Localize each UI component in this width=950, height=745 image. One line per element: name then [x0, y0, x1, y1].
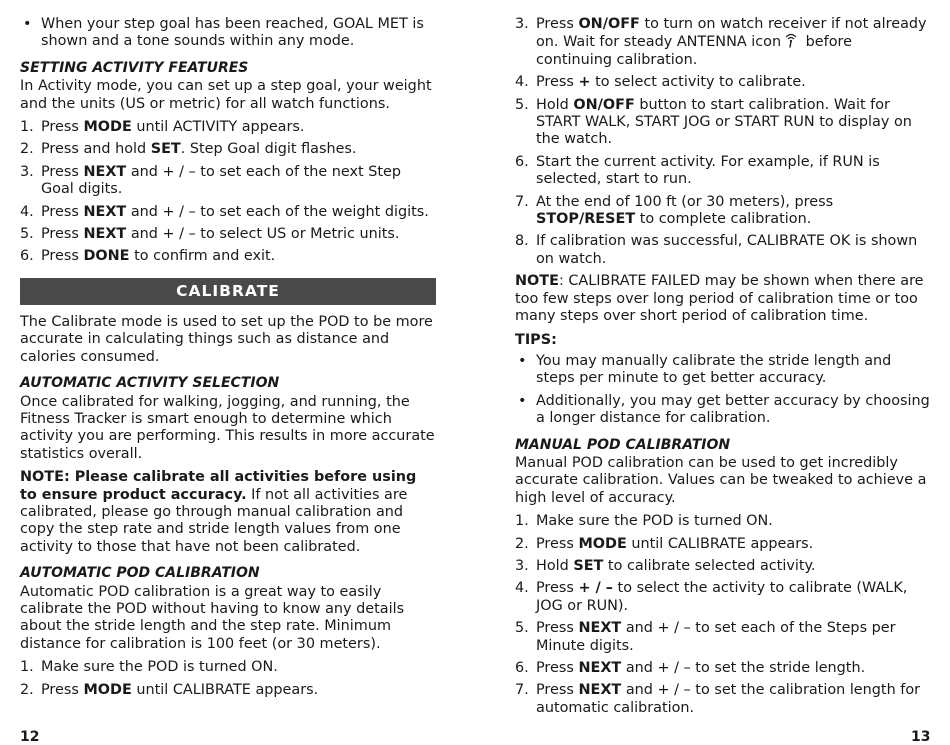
step-text: Press: [41, 248, 84, 265]
auto-pod-heading: AUTOMATIC POD CALIBRATION: [20, 565, 260, 582]
step-text: Press and hold: [41, 141, 151, 158]
step-text: Press: [536, 535, 579, 552]
list-item: [515, 194, 931, 229]
step-text: Press: [536, 74, 579, 91]
step-text: Press: [41, 119, 84, 136]
failed-note-paragraph: [515, 273, 931, 325]
step-key: SET: [150, 141, 181, 158]
step-text: Press: [41, 681, 84, 698]
step-text: to complete calibration.: [635, 211, 812, 228]
list-item: [20, 164, 436, 199]
page-number-right: 13: [911, 729, 931, 745]
note-text: : CALIBRATE FAILED may be shown when there are too few steps over long period of calibration time or too many steps over short period of calibration time.: [515, 273, 924, 325]
list-item: [20, 119, 436, 136]
step-text: Hold: [536, 557, 574, 574]
page-number-left: 12: [20, 729, 40, 745]
step-key: SET: [573, 557, 604, 574]
list-item: [515, 16, 931, 69]
step-number: 3.: [515, 16, 529, 32]
step-key: MODE: [578, 535, 627, 552]
step-number: 6.: [515, 660, 529, 676]
setting-activity-heading: SETTING ACTIVITY FEATURES: [20, 59, 249, 76]
step-text: until ACTIVITY appears.: [131, 119, 305, 136]
list-item: [515, 154, 931, 189]
step-text: before continuing calibration.: [536, 34, 852, 68]
step-number: 2.: [20, 681, 34, 698]
step-key: NEXT: [83, 163, 127, 180]
auto-pod-paragraph: Automatic POD calibration is a great way to easily calibrate the POD without having to know any details about the stride length and the step rate. Minimum distance for calibration is 100 feet (or 30 meters).: [20, 583, 405, 652]
calibrate-section-title: CALIBRATE: [20, 278, 436, 305]
step-text: and + / – to set the calibration length for automatic calibration.: [536, 682, 921, 716]
step-number: 7.: [515, 193, 529, 210]
step-text: and + / – to set each of the weight digits.: [126, 203, 429, 220]
step-number: 5.: [20, 226, 34, 243]
step-text: At the end of 100 ft (or 30 meters), press: [536, 193, 834, 210]
step-number: 8.: [515, 233, 529, 250]
step-number: 3.: [20, 163, 34, 180]
list-item: [515, 353, 931, 388]
list-item: [20, 248, 436, 265]
step-key: NEXT: [83, 226, 127, 243]
step-text: and + / – to select US or Metric units.: [126, 226, 400, 243]
note-label: NOTE: [20, 469, 64, 486]
list-item: [515, 74, 931, 91]
step-key: NEXT: [578, 620, 622, 637]
auto-activity-paragraph: Once calibrated for walking, jogging, and running, the Fitness Tracker is smart enough to determine which activity you are performing. This results in more accurate statistics overall.: [20, 393, 435, 462]
step-number: 3.: [515, 557, 529, 574]
step-text: button to start calibration. Wait for START WALK, START JOG or START RUN to display on the watch.: [536, 96, 912, 148]
manual-pod-steps: [515, 513, 931, 717]
antenna-icon: [784, 33, 798, 48]
step-text: and + / – to set each of the next Step Goal digits.: [41, 163, 402, 198]
step-number: 6.: [515, 153, 529, 170]
step-text: until CALIBRATE appears.: [131, 681, 319, 698]
list-item: [515, 620, 931, 655]
step-text: to select the activity to calibrate (WALK, JOG or RUN).: [536, 580, 908, 614]
step-number: 6.: [20, 248, 34, 265]
step-key: ON/OFF: [573, 96, 635, 113]
step-number: 5.: [515, 96, 529, 113]
step-text: Press: [536, 682, 579, 699]
step-key: MODE: [83, 119, 132, 136]
step-number: 4.: [515, 74, 529, 91]
step-key: +: [578, 74, 591, 91]
step-number: 5.: [515, 620, 529, 637]
bullet-icon: •: [23, 16, 32, 32]
setting-activity-steps: [20, 119, 436, 266]
note-label: NOTE: [515, 273, 559, 290]
step-text: Press: [536, 660, 579, 676]
step-text: until CALIBRATE appears.: [626, 535, 814, 552]
step-text: Hold: [536, 96, 574, 113]
setting-activity-paragraph: In Activity mode, you can set up a step goal, your weight and the units (US or metric) for all watch functions.: [20, 78, 432, 112]
list-item: [515, 580, 931, 615]
step-text: If calibration was successful, CALIBRATE OK is shown on watch.: [536, 233, 918, 267]
step-key: STOP/RESET: [536, 211, 636, 228]
note-bold-text: Please calibrate all activities before using to ensure product accuracy.: [20, 469, 417, 503]
step-text: to select activity to calibrate.: [590, 74, 806, 91]
list-item: [20, 659, 436, 676]
list-item: [515, 558, 931, 575]
step-text: and + / – to set each of the Steps per Minute digits.: [536, 620, 896, 654]
step-text: Press: [41, 163, 84, 180]
left-page: [20, 16, 436, 704]
list-item: [20, 226, 436, 243]
step-key: MODE: [83, 681, 132, 698]
note-text: If not all activities are calibrated, please go through manual calibration and copy the step rate and stride length values from one activity to those that have not been calibrated.: [20, 486, 408, 555]
list-item: [515, 682, 931, 717]
step-text: and + / – to set the stride length.: [621, 660, 866, 676]
list-item: [20, 204, 436, 221]
list-item: [515, 393, 931, 428]
bullet-icon: •: [518, 392, 527, 409]
list-item: [20, 682, 436, 699]
step-text: Press: [41, 203, 84, 220]
list-item: [515, 97, 931, 149]
list-item: [515, 660, 931, 677]
intro-bullet-list: [20, 16, 436, 51]
step-text: Press: [41, 226, 84, 243]
list-item: • When your step goal has been reached, GOAL MET is shown and a tone sounds within any mode.: [23, 16, 424, 50]
step-number: 1.: [515, 513, 529, 530]
step-text: Press: [536, 580, 579, 597]
step-number: 4.: [515, 580, 529, 597]
step-text: Press: [536, 16, 579, 32]
step-number: 2.: [20, 141, 34, 158]
step-text: . Step Goal digit flashes.: [180, 141, 357, 158]
calibrate-paragraph: The Calibrate mode is used to set up the POD to be more accurate in calculating things such as distance and calories consumed.: [20, 313, 433, 365]
step-text: to confirm and exit.: [129, 248, 276, 265]
manual-pod-heading: MANUAL POD CALIBRATION: [515, 436, 731, 453]
step-text: Start the current activity. For example, if RUN is selected, start to run.: [536, 153, 880, 188]
step-key: ON/OFF: [578, 16, 640, 32]
auto-activity-heading: AUTOMATIC ACTIVITY SELECTION: [20, 375, 280, 392]
calibration-steps-continued: [515, 16, 931, 268]
list-item: [515, 233, 931, 268]
step-number: 7.: [515, 682, 529, 699]
manual-pod-paragraph: Manual POD calibration can be used to get incredibly accurate calibration. Values can be tweaked to achieve a high level of accuracy.: [515, 454, 927, 506]
step-text: Make sure the POD is turned ON.: [536, 513, 773, 530]
step-number: 1.: [20, 119, 34, 136]
step-text: Make sure the POD is turned ON.: [41, 659, 278, 676]
step-key: + / –: [578, 580, 613, 597]
step-number: 4.: [20, 203, 34, 220]
step-key: NEXT: [578, 682, 622, 699]
list-item: [20, 141, 436, 158]
step-text: Press: [536, 620, 579, 637]
auto-pod-steps: [20, 659, 436, 699]
step-text: to calibrate selected activity.: [603, 557, 816, 574]
step-key: NEXT: [578, 660, 622, 676]
list-item: [515, 513, 931, 530]
right-page: [515, 16, 931, 722]
tip-text: You may manually calibrate the stride length and steps per minute to get better accuracy.: [536, 352, 892, 387]
list-item: [515, 536, 931, 553]
note-paragraph: NOTE: Please calibrate all activities before using to ensure product accuracy. If not all activities are calibrated, please go through manual calibration and copy the step rate and stride length values from one activity to those that have not been calibrated.: [20, 469, 417, 555]
step-key: DONE: [83, 248, 130, 265]
step-key: NEXT: [83, 203, 127, 220]
tip-text: Additionally, you may get better accuracy by choosing a longer distance for calibration.: [536, 392, 930, 427]
step-number: 2.: [515, 535, 529, 552]
bullet-icon: •: [518, 352, 527, 369]
step-text: to turn on watch receiver if not already on. Wait for steady ANTENNA icon: [536, 16, 927, 51]
step-number: 1.: [20, 659, 34, 676]
tips-label: TIPS:: [515, 331, 557, 348]
tips-list: [515, 353, 931, 428]
